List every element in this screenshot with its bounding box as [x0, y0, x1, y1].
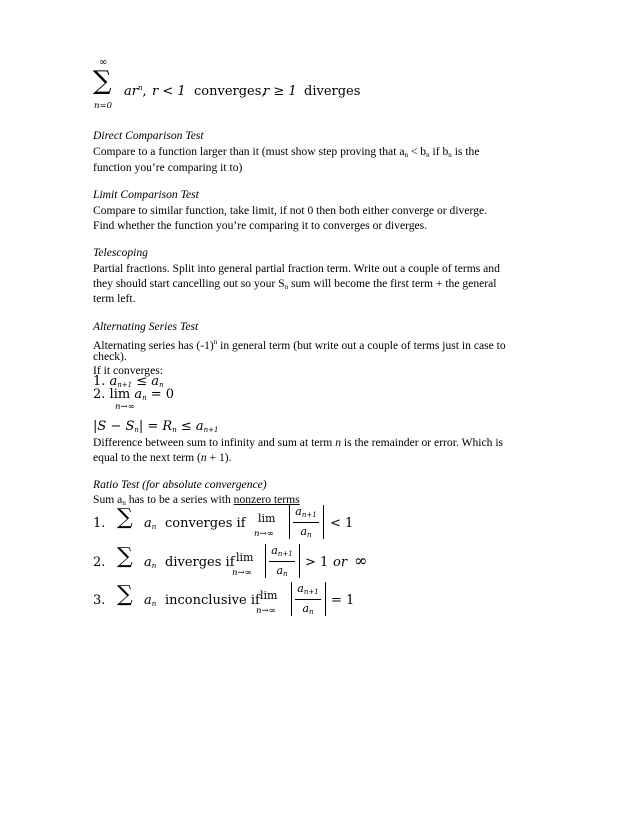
alternating-line3: If it converges:	[93, 364, 163, 377]
limit-comparison-line2: Find whether the function you’re comparing it to converges or diverges.	[93, 219, 428, 232]
alternating-heading: Alternating Series Test	[93, 320, 199, 333]
converges-word: converges,	[194, 84, 266, 99]
sum-lower-limit: n=0	[94, 101, 113, 111]
limit-comparison-line1: Compare to similar function, take limit, if not 0 then both either converge or diverge.	[93, 204, 487, 217]
alternating-lim-under: n→∞	[115, 402, 135, 412]
telescoping-line2: they should start cancelling out so your $S_n$ sum will become the first term + the general	[93, 277, 497, 291]
converge-condition: r < 1	[152, 84, 186, 99]
error-bound-formula: $|S - S_n| = R_n \le a_{n+1}$	[93, 419, 219, 434]
limit-comparison-heading: Limit Comparison Test	[93, 188, 199, 201]
direct-comparison-line2: function you’re comparing it to)	[93, 161, 243, 174]
diverges-word: diverges	[304, 84, 361, 99]
ratio-test-heading: Ratio Test (for absolute convergence)	[93, 478, 267, 491]
telescoping-heading: Telescoping	[93, 246, 148, 259]
telescoping-line3: term left.	[93, 292, 136, 305]
document-page: ∞ ∑ n=0 $ar^n$, r < 1 converges, r ≥ 1 diverges Direct Comparison Test Compare to a function larger than it (must show step proving that $a_n < b_n$ if $b_n$ is the function you’re comparing it to) Limit Comparison Test Compare to similar function, take limit, if not 0 then both either converge or diverge. Find whether the function you’re comparing it to converges or diverges. Telescoping Partial fractions. Split into general partial fraction term. Write out a couple of terms and they should start cancelling out so your $S_n$ sum will become the first term + the general term left. Alternating Series Test Alternating series has $(-1)^n$ in general term (but write out a couple of terms just in case to check). If it converges: 1. $a_{n+1} \le a_n$ 2. $\lim a_n = 0$ n→∞ $|S - S_n| = R_n \le a_{n+1}$ Difference between sum to infinity and sum at term n is the remainder or error. Which is equal to the next term (n + 1). Ratio Test (for absolute convergence) Sum $a_n$ has to be a series with nonzero terms 1. ∑ $a_n$ converges if lim n→∞ $a_{n+1}$ $a_n$ < 1 2. ∑ $a_n$ diverges if lim n→∞ $a_{n+1}$ $a_n$ > 1 or ∞ 3. ∑ $a_n$ inconclusive if lim n→∞ $a_{n+1}$ $a_n$ = 1	[93, 57, 506, 616]
geometric-term: $ar^n$,	[124, 84, 147, 99]
ratio-test-line1: Sum $a_n$ has to be a series with nonzero terms	[93, 493, 300, 507]
difference-line1: Difference between sum to infinity and sum at term n is the remainder or error. Which is	[93, 436, 504, 449]
alternating-condition-2: 2. $\lim a_n = 0$	[93, 387, 175, 402]
direct-comparison-heading: Direct Comparison Test	[93, 129, 204, 142]
diverge-condition: r ≥ 1	[263, 84, 297, 99]
alternating-line2: check).	[93, 350, 127, 363]
alternating-condition-1: 1. $a_{n+1} \le a_n$	[93, 374, 164, 389]
sigma-symbol: ∑	[93, 66, 112, 96]
sum-upper-limit: ∞	[99, 57, 108, 68]
difference-line2: equal to the next term (n + 1).	[93, 451, 232, 464]
direct-comparison-line1: Compare to a function larger than it (must show step proving that $a_n < b_n$ if $b_n$ is the	[93, 145, 480, 159]
alternating-line1: Alternating series has $(-1)^n$ in general term (but write out a couple of terms just in case to	[93, 338, 506, 352]
telescoping-line1: Partial fractions. Split into general partial fraction term. Write out a couple of terms and	[93, 262, 500, 275]
